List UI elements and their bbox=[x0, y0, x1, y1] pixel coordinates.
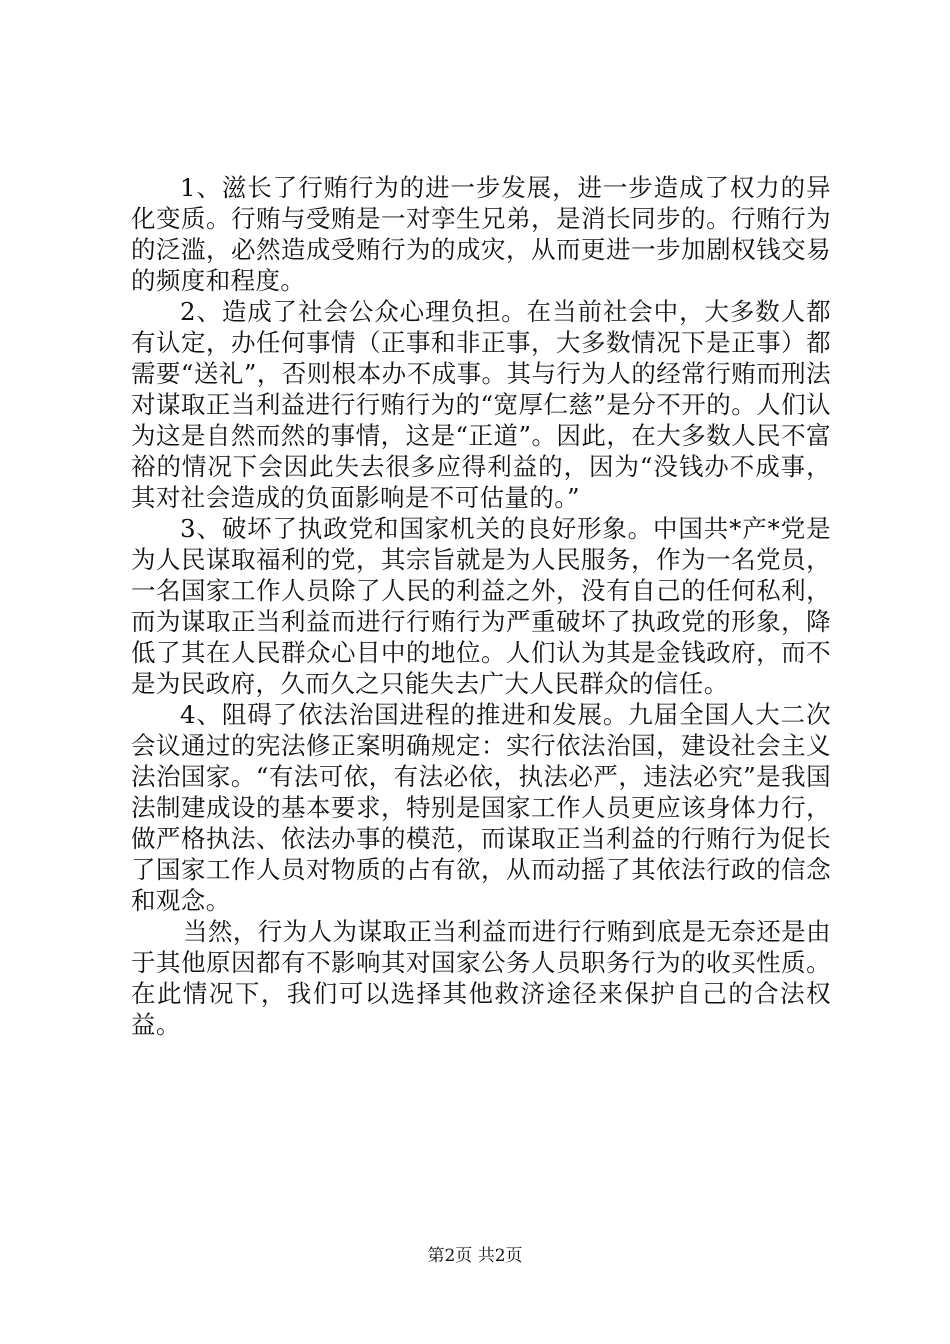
page-number-footer: 第2页 共2页 bbox=[427, 1246, 523, 1266]
paragraph-1: 1、滋长了行贿行为的进一步发展，进一步造成了权力的异化变质。行贿与受贿是一对孪生兄弟，是消长同步的。行贿行为的泛滥，必然造成受贿行为的成灾，从而更进一步加剧权钱交易的频度和程度。 bbox=[131, 173, 831, 295]
paragraph-5: 当然，行为人为谋取正当利益而进行行贿到底是无奈还是由于其他原因都有不影响其对国家公务人员职务行为的收买性质。在此情况下，我们可以选择其他救济途径来保护自己的合法权益。 bbox=[131, 917, 831, 1039]
document-body bbox=[131, 172, 831, 1040]
paragraph-2: 2、造成了社会公众心理负担。在当前社会中，大多数人都有认定，办任何事情（正事和非正事，大多数情况下是正事）都需要“送礼”，否则根本办不成事。其与行为人的经常行贿而刑法对谋取正当利益进行行贿行为的“宽厚仁慈”是分不开的。人们认为这是自然而然的事情，这是“正道”。因此，在大多数人民不富裕的情况下会因此失去很多应得利益的，因为“没钱办不成事，其对社会造成的负面影响是不可估量的。” bbox=[131, 297, 831, 512]
paragraph-4: 4、阻碍了依法治国进程的推进和发展。九届全国人大二次会议通过的宪法修正案明确规定：实行依法治国，建设社会主义法治国家。“有法可依，有法必依，执法必严，违法必究”是我国法制建成设的基本要求，特别是国家工作人员更应该身体力行，做严格执法、依法办事的模范，而谋取正当利益的行贿行为促长了国家工作人员对物质的占有欲，从而动摇了其依法行政的信念和观念。 bbox=[131, 700, 831, 915]
paragraph-3: 3、破坏了执政党和国家机关的良好形象。中国共*产*党是为人民谋取福利的党，其宗旨就是为人民服务，作为一名党员，一名国家工作人员除了人民的利益之外，没有自己的任何私利，而为谋取正当利益而进行行贿行为严重破坏了执政党的形象，降低了其在人民群众心目中的地位。人们认为其是金钱政府，而不是为民政府，久而久之只能失去广大人民群众的信任。 bbox=[131, 514, 831, 698]
